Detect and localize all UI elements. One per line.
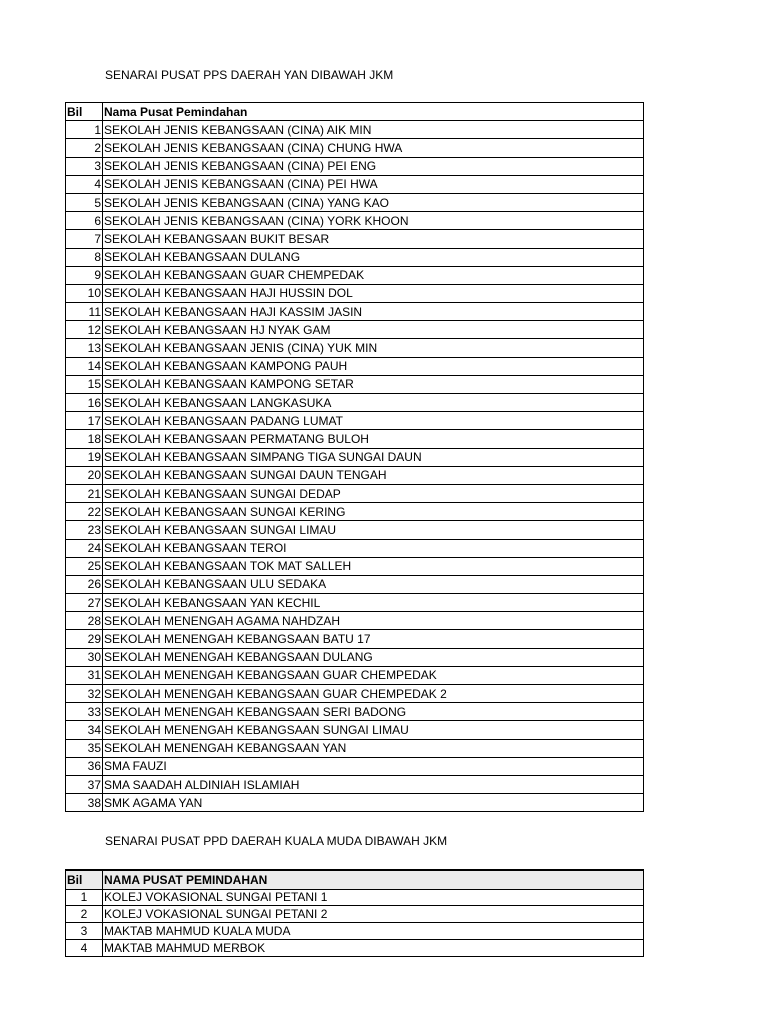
table-row	[66, 721, 644, 739]
table-row	[66, 648, 644, 666]
centre-name: SEKOLAH JENIS KEBANGSAAN (CINA) YANG KAO	[103, 193, 644, 211]
table-row	[66, 685, 644, 703]
table-row	[66, 575, 644, 593]
table-row	[66, 248, 644, 266]
row-number: 17	[66, 412, 103, 430]
row-number: 10	[66, 284, 103, 302]
centre-name: SEKOLAH KEBANGSAAN SUNGAI DEDAP	[103, 484, 644, 502]
column-header-name: NAMA PUSAT PEMINDAHAN	[103, 870, 644, 889]
centre-name: SEKOLAH MENENGAH KEBANGSAAN YAN	[103, 739, 644, 757]
table-row	[66, 612, 644, 630]
row-number: 21	[66, 484, 103, 502]
table-row	[66, 175, 644, 193]
row-number: 15	[66, 375, 103, 393]
centre-name: KOLEJ VOKASIONAL SUNGAI PETANI 1	[103, 889, 644, 906]
table-row	[66, 284, 644, 302]
row-number: 3	[66, 923, 103, 940]
row-number: 30	[66, 648, 103, 666]
centre-name: SEKOLAH KEBANGSAAN HAJI KASSIM JASIN	[103, 303, 644, 321]
centre-name: SEKOLAH KEBANGSAAN BUKIT BESAR	[103, 230, 644, 248]
row-number: 16	[66, 394, 103, 412]
table-row	[66, 266, 644, 284]
table-row	[66, 121, 644, 139]
table-row	[66, 539, 644, 557]
centre-name: SEKOLAH KEBANGSAAN TEROI	[103, 539, 644, 557]
row-number: 1	[66, 121, 103, 139]
row-number: 11	[66, 303, 103, 321]
row-number: 9	[66, 266, 103, 284]
row-number: 7	[66, 230, 103, 248]
table-row	[66, 321, 644, 339]
row-number: 8	[66, 248, 103, 266]
table-row	[66, 212, 644, 230]
centre-name: MAKTAB MAHMUD MERBOK	[103, 939, 644, 956]
table-row	[66, 703, 644, 721]
centre-name: SEKOLAH KEBANGSAAN YAN KECHIL	[103, 594, 644, 612]
centre-name: SEKOLAH KEBANGSAAN KAMPONG SETAR	[103, 375, 644, 393]
centre-name: SEKOLAH MENENGAH KEBANGSAAN SUNGAI LIMAU	[103, 721, 644, 739]
centre-name: SEKOLAH KEBANGSAAN SUNGAI KERING	[103, 503, 644, 521]
table-row	[66, 375, 644, 393]
row-number: 18	[66, 430, 103, 448]
row-number: 5	[66, 193, 103, 211]
table-row	[66, 923, 644, 940]
table-row	[66, 484, 644, 502]
table-row	[66, 448, 644, 466]
table-row	[66, 430, 644, 448]
row-number: 32	[66, 685, 103, 703]
centre-name: MAKTAB MAHMUD KUALA MUDA	[103, 923, 644, 940]
table-row	[66, 939, 644, 956]
centre-name: SEKOLAH KEBANGSAAN HJ NYAK GAM	[103, 321, 644, 339]
row-number: 27	[66, 594, 103, 612]
table-body	[66, 889, 644, 956]
table-row	[66, 193, 644, 211]
centre-name: SEKOLAH KEBANGSAAN HAJI HUSSIN DOL	[103, 284, 644, 302]
column-header-bil: Bil	[66, 103, 103, 121]
row-number: 6	[66, 212, 103, 230]
centre-name: SMA FAUZI	[103, 757, 644, 775]
centre-name: SEKOLAH KEBANGSAAN KAMPONG PAUH	[103, 357, 644, 375]
row-number: 29	[66, 630, 103, 648]
table-row	[66, 230, 644, 248]
table-row	[66, 775, 644, 793]
centre-name: SEKOLAH KEBANGSAAN PADANG LUMAT	[103, 412, 644, 430]
row-number: 26	[66, 575, 103, 593]
centre-name: KOLEJ VOKASIONAL SUNGAI PETANI 2	[103, 906, 644, 923]
table-row	[66, 594, 644, 612]
table-row	[66, 139, 644, 157]
centre-name: SEKOLAH KEBANGSAAN TOK MAT SALLEH	[103, 557, 644, 575]
kuala-muda-evacuation-table	[65, 869, 644, 957]
row-number: 35	[66, 739, 103, 757]
table-row	[66, 503, 644, 521]
table-row	[66, 557, 644, 575]
yan-evacuation-table	[65, 102, 644, 812]
centre-name: SEKOLAH MENENGAH KEBANGSAAN GUAR CHEMPEDAK 2	[103, 685, 644, 703]
centre-name: SEKOLAH KEBANGSAAN ULU SEDAKA	[103, 575, 644, 593]
row-number: 28	[66, 612, 103, 630]
centre-name: SEKOLAH KEBANGSAAN GUAR CHEMPEDAK	[103, 266, 644, 284]
section-1-title: SENARAI PUSAT PPS DAERAH YAN DIBAWAH JKM	[105, 68, 394, 82]
centre-name: SEKOLAH KEBANGSAAN DULANG	[103, 248, 644, 266]
row-number: 37	[66, 775, 103, 793]
row-number: 34	[66, 721, 103, 739]
table-row	[66, 630, 644, 648]
column-header-name: Nama Pusat Pemindahan	[103, 103, 644, 121]
section-2-title: SENARAI PUSAT PPD DAERAH KUALA MUDA DIBAWAH JKM	[105, 834, 448, 848]
centre-name: SEKOLAH MENENGAH KEBANGSAAN GUAR CHEMPEDAK	[103, 666, 644, 684]
row-number: 36	[66, 757, 103, 775]
row-number: 1	[66, 889, 103, 906]
centre-name: SEKOLAH KEBANGSAAN SUNGAI LIMAU	[103, 521, 644, 539]
table-row	[66, 394, 644, 412]
table-row	[66, 521, 644, 539]
row-number: 12	[66, 321, 103, 339]
centre-name: SEKOLAH MENENGAH KEBANGSAAN SERI BADONG	[103, 703, 644, 721]
centre-name: SEKOLAH KEBANGSAAN PERMATANG BULOH	[103, 430, 644, 448]
table-row	[66, 906, 644, 923]
row-number: 13	[66, 339, 103, 357]
row-number: 4	[66, 939, 103, 956]
centre-name: SEKOLAH JENIS KEBANGSAAN (CINA) PEI ENG	[103, 157, 644, 175]
row-number: 2	[66, 906, 103, 923]
table-row	[66, 739, 644, 757]
centre-name: SMA SAADAH ALDINIAH ISLAMIAH	[103, 775, 644, 793]
centre-name: SEKOLAH JENIS KEBANGSAAN (CINA) AIK MIN	[103, 121, 644, 139]
row-number: 25	[66, 557, 103, 575]
table-row	[66, 303, 644, 321]
row-number: 24	[66, 539, 103, 557]
row-number: 14	[66, 357, 103, 375]
table-body	[66, 121, 644, 812]
centre-name: SEKOLAH JENIS KEBANGSAAN (CINA) YORK KHOON	[103, 212, 644, 230]
row-number: 31	[66, 666, 103, 684]
table-row	[66, 794, 644, 812]
table-row	[66, 466, 644, 484]
table-row	[66, 157, 644, 175]
row-number: 33	[66, 703, 103, 721]
table-header-row	[66, 103, 644, 121]
centre-name: SEKOLAH KEBANGSAAN LANGKASUKA	[103, 394, 644, 412]
row-number: 22	[66, 503, 103, 521]
centre-name: SEKOLAH KEBANGSAAN SUNGAI DAUN TENGAH	[103, 466, 644, 484]
row-number: 2	[66, 139, 103, 157]
centre-name: SEKOLAH KEBANGSAAN JENIS (CINA) YUK MIN	[103, 339, 644, 357]
row-number: 3	[66, 157, 103, 175]
table-row	[66, 412, 644, 430]
table-row	[66, 666, 644, 684]
row-number: 38	[66, 794, 103, 812]
table-row	[66, 339, 644, 357]
centre-name: SEKOLAH KEBANGSAAN SIMPANG TIGA SUNGAI DAUN	[103, 448, 644, 466]
centre-name: SEKOLAH JENIS KEBANGSAAN (CINA) CHUNG HWA	[103, 139, 644, 157]
row-number: 19	[66, 448, 103, 466]
centre-name: SEKOLAH MENENGAH KEBANGSAAN BATU 17	[103, 630, 644, 648]
column-header-bil: Bil	[66, 870, 103, 889]
table-row	[66, 757, 644, 775]
row-number: 4	[66, 175, 103, 193]
centre-name: SEKOLAH MENENGAH AGAMA NAHDZAH	[103, 612, 644, 630]
row-number: 20	[66, 466, 103, 484]
row-number: 23	[66, 521, 103, 539]
centre-name: SEKOLAH JENIS KEBANGSAAN (CINA) PEI HWA	[103, 175, 644, 193]
centre-name: SEKOLAH MENENGAH KEBANGSAAN DULANG	[103, 648, 644, 666]
table-row	[66, 357, 644, 375]
table-header-row	[66, 870, 644, 889]
centre-name: SMK AGAMA YAN	[103, 794, 644, 812]
table-row	[66, 889, 644, 906]
